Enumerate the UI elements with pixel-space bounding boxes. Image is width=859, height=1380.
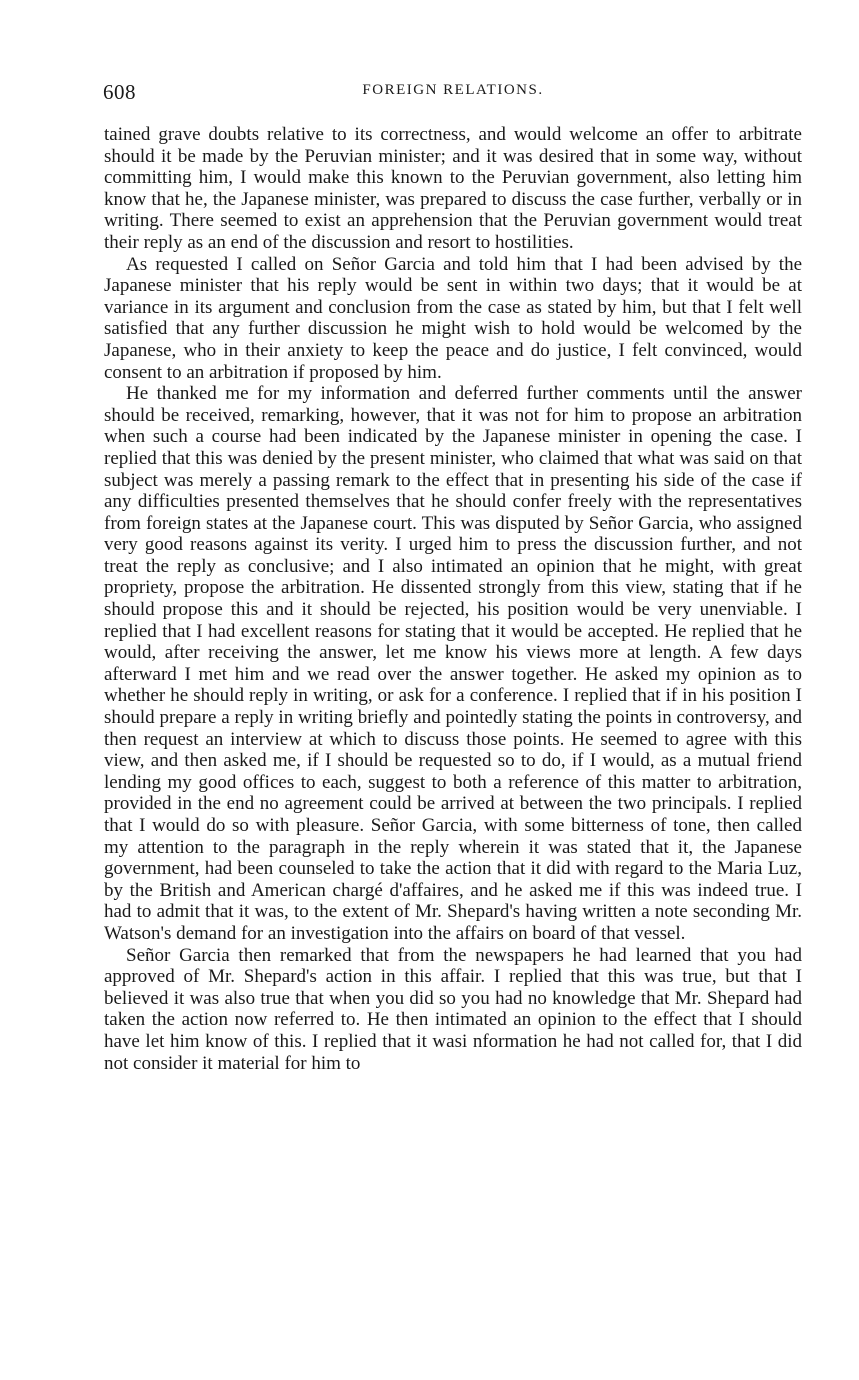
running-header <box>103 80 803 110</box>
paragraph: As requested I called on Señor Garcia and told him that I had been advised by the Japanese minister that his reply would be sent in within two days; that it would be at variance in its argument and conclusion from the case as stated by him, but that I felt well satisfied that any further discussion he might wish to hold would be welcomed by the Japanese, who in their anxiety to keep the peace and do justice, I felt convinced, would consent to an arbitration if proposed by him. <box>104 253 802 383</box>
body-text <box>104 124 802 1074</box>
paragraph: He thanked me for my information and deferred further comments until the answer should be received, remarking, however, that it was not for him to propose an arbitration when such a course had been indicated by the Japanese minister in opening the case. I replied that this was denied by the present minister, who claimed that what was said on that subject was merely a passing remark to the effect that in presenting his side of the case if any difficulties presented themselves that he should confer freely with the representatives from foreign states at the Japanese court. This was disputed by Señor Garcia, who assigned very good reasons against its verity. I urged him to press the discussion further, and not treat the reply as conclusive; and I also intimated an opinion that he might, with great propriety, propose the arbitration. He dissented strongly from this view, stating that if he should propose this and it should be rejected, his position would be very unenviable. I replied that I had excellent reasons for stating that it would be accepted. He replied that he would, after receiving the answer, let me know his views more at length. A few days afterward I met him and we read over the answer together. He asked my opinion as to whether he should reply in writing, or ask for a conference. I replied that if in his position I should prepare a reply in writing briefly and pointedly stating the points in controversy, and then request an interview at which to discuss those points. He seemed to agree with this view, and then asked me, if I should be requested so to do, if I would, as a mutual friend lending my good offices to each, suggest to both a reference of this matter to arbitration, provided in the end no agreement could be arrived at between the two principals. I replied that I would do so with pleasure. Señor Garcia, with some bitterness of tone, then called my attention to the paragraph in the reply wherein it was stated that it, the Japanese government, had been counseled to take the action that it did with regard to the Maria Luz, by the British and American chargé d'affaires, and he asked me if this was indeed true. I had to admit that it was, to the extent of Mr. Shepard's having written a note seconding Mr. Watson's demand for an investigation into the affairs on board of that vessel. <box>104 383 802 944</box>
paragraph-continued: tained grave doubts relative to its correctness, and would welcome an offer to arbitrate should it be made by the Peruvian minister; and it was desired that in some way, without committing him, I would make this known to the Peruvian government, also letting him know that he, the Japanese minister, was prepared to discuss the case further, verbally or in writing. There seemed to exist an apprehension that the Peruvian government would treat their reply as an end of the discussion and resort to hostilities. <box>104 124 802 253</box>
header-title: FOREIGN RELATIONS. <box>362 82 544 98</box>
paragraph: Señor Garcia then remarked that from the newspapers he had learned that you had approved of Mr. Shepard's action in this affair. I replied that this was true, but that I believed it was also true that when you did so you had no knowledge that Mr. Shepard had taken the action now referred to. He then intimated an opinion to the effect that I should have let him know of this. I replied that it wasi nformation he had not called for, that I did not consider it material for him to <box>104 944 802 1074</box>
page-number: 608 <box>103 80 136 104</box>
